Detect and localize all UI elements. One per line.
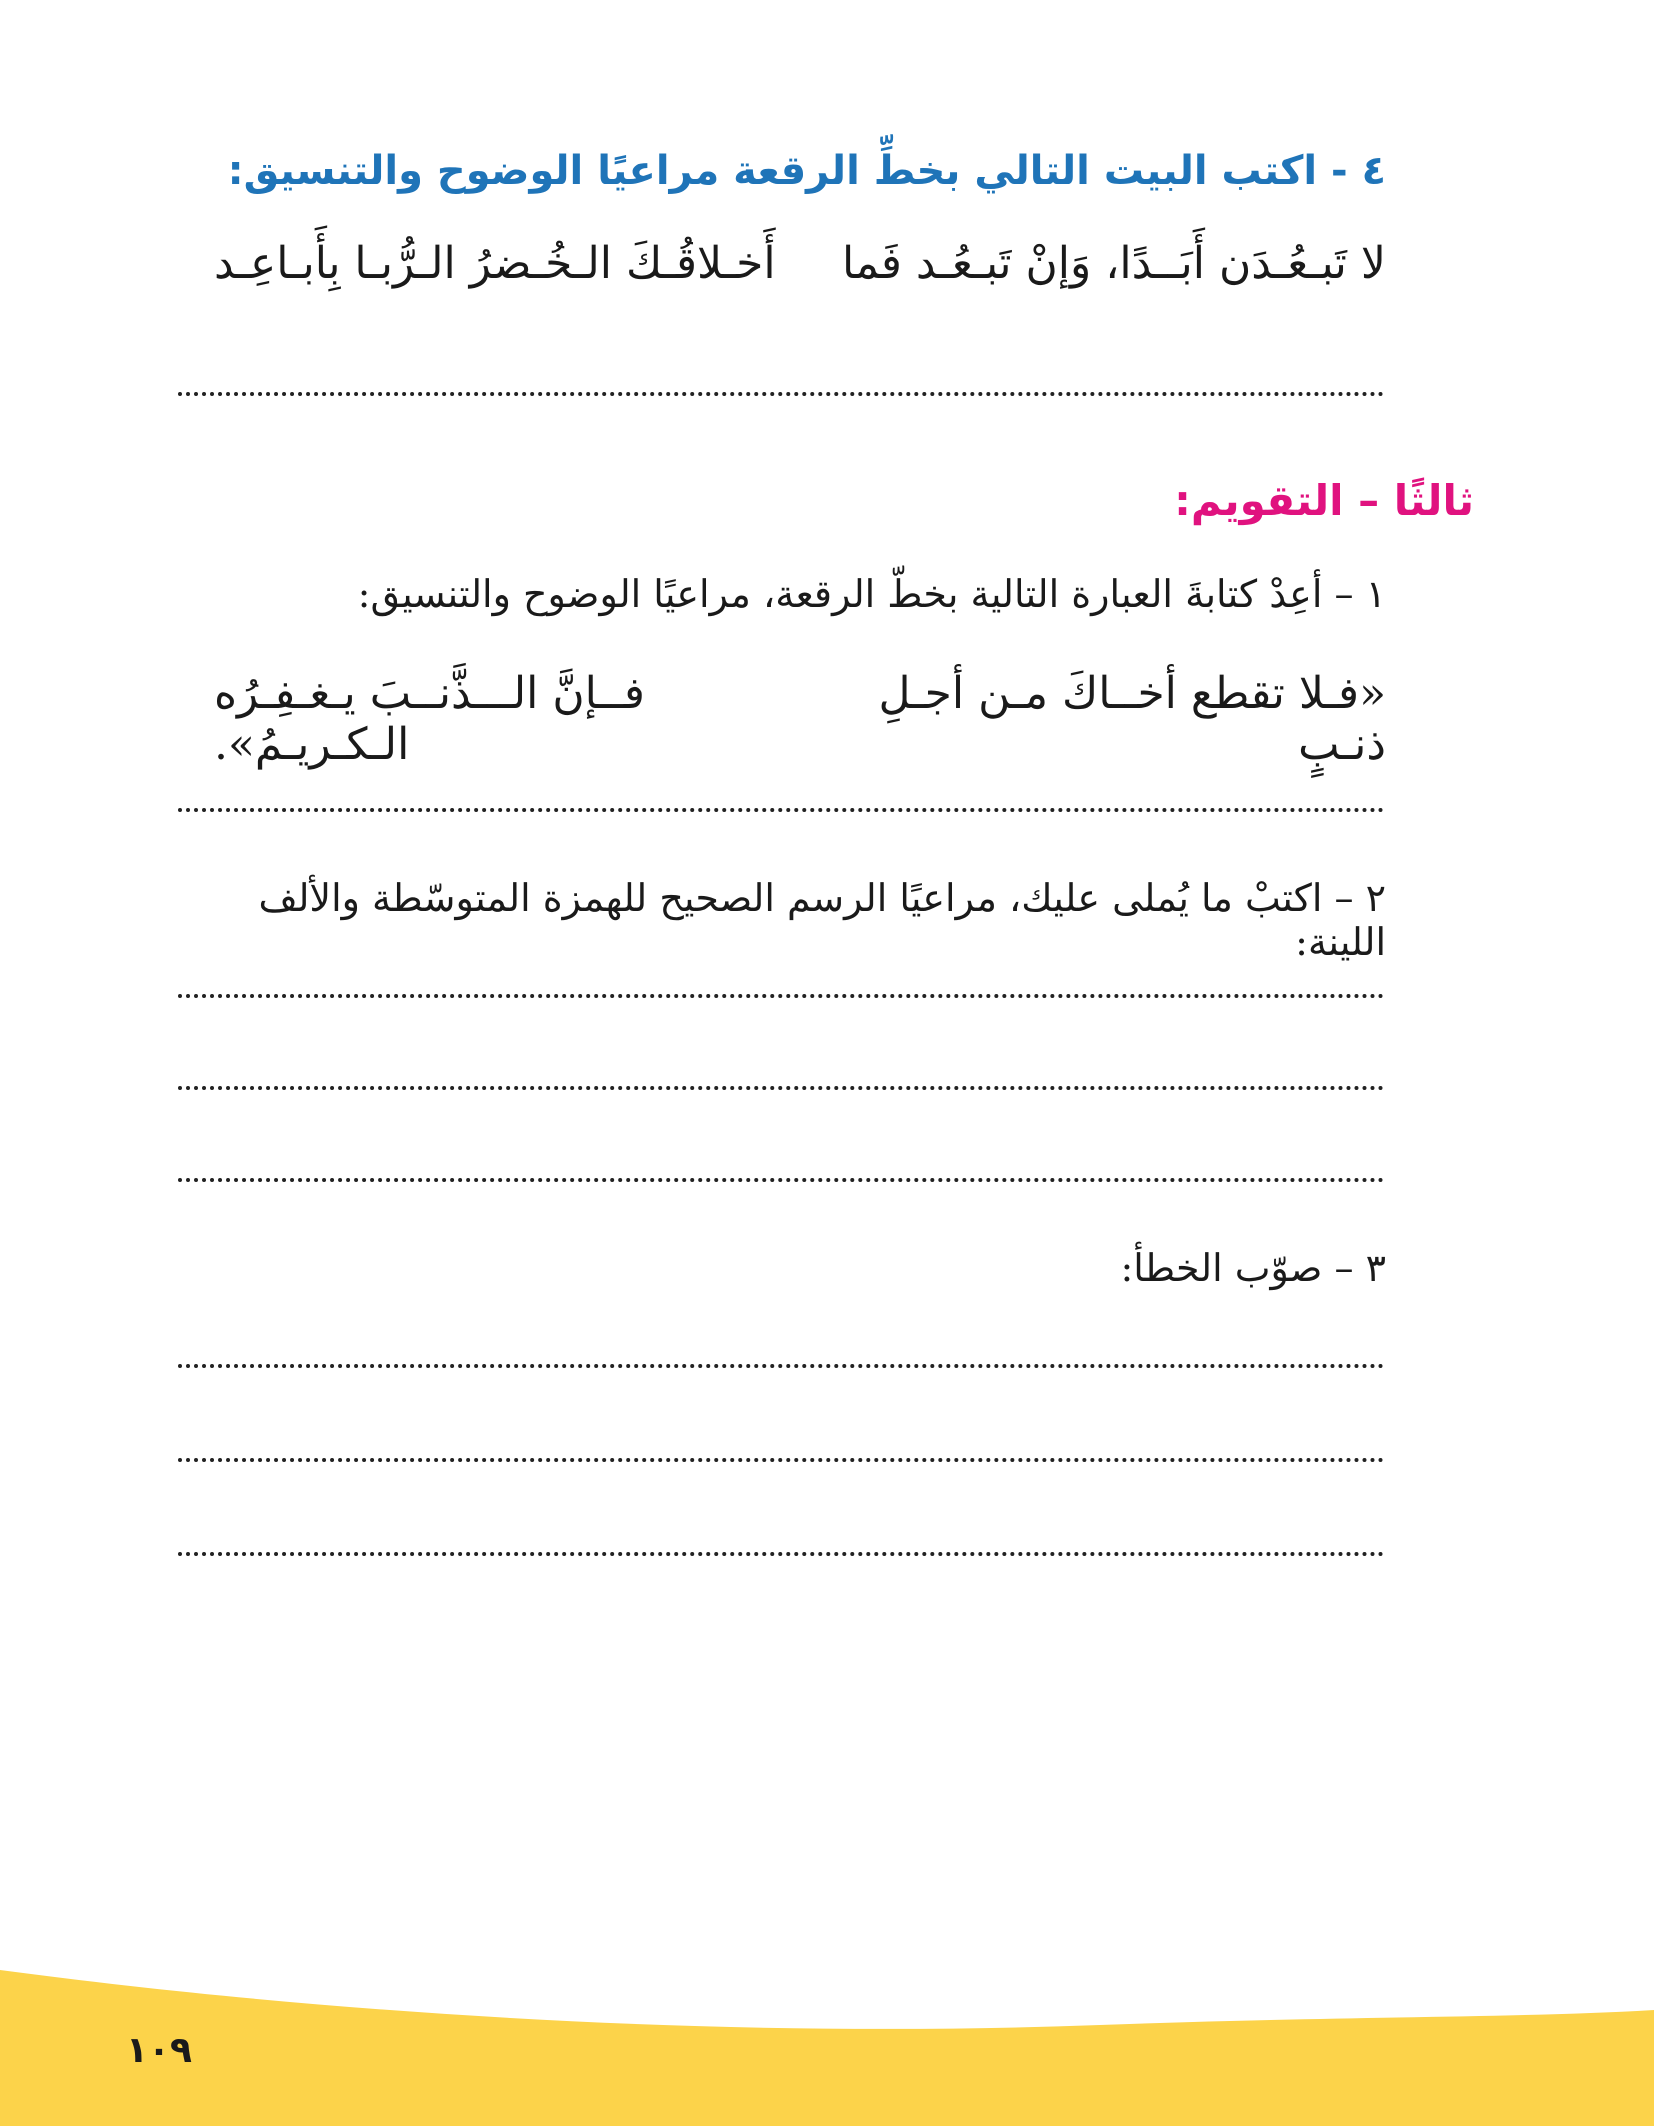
question-2-text: ٢ – اكتبْ ما يُملى عليك، مراعيًا الرسم الصحيح للهمزة المتوسّطة والألف اللينة: bbox=[258, 876, 1386, 964]
answer-line[interactable] bbox=[178, 1454, 1384, 1462]
page-number: ١٠٩ bbox=[126, 2030, 192, 2071]
answer-line[interactable] bbox=[178, 1548, 1384, 1556]
answer-line[interactable] bbox=[178, 1360, 1384, 1368]
section-title-evaluation: ثالثًا – التقويم: bbox=[1174, 476, 1474, 525]
quote-first-hemistich: «فـلا تقطع أخــاكَ مـن أجـلِ ذنـبٍ bbox=[878, 668, 1386, 770]
answer-line[interactable] bbox=[178, 388, 1384, 396]
verse-first-hemistich: لا تَبـعُـدَن أَبَــدًا، وَإنْ تَبـعُـد فَما bbox=[841, 238, 1386, 289]
quote-second-hemistich: فــإنَّ الـــذَّنــبَ يـغـفِـرُه الـكـريـمُ». bbox=[214, 668, 645, 770]
answer-line[interactable] bbox=[178, 804, 1384, 812]
verse-second-hemistich: أَخـلاقُـكَ الـخُـضرُ الـرُّبـا بِأَبـاعِـد bbox=[214, 238, 776, 289]
question-3-text: ٣ – صوّب الخطأ: bbox=[1120, 1246, 1386, 1290]
answer-line[interactable] bbox=[178, 1174, 1384, 1182]
answer-line[interactable] bbox=[178, 990, 1384, 998]
exercise-4-heading: ٤ - اكتب البيت التالي بخطِّ الرقعة مراعيًا الوضوح والتنسيق: bbox=[227, 148, 1386, 194]
answer-line[interactable] bbox=[178, 1082, 1384, 1090]
footer-yellow-band bbox=[0, 1900, 1654, 2126]
question-1-text: ١ – أعِدْ كتابةَ العبارة التالية بخطّ الرقعة، مراعيًا الوضوح والتنسيق: bbox=[357, 572, 1386, 616]
